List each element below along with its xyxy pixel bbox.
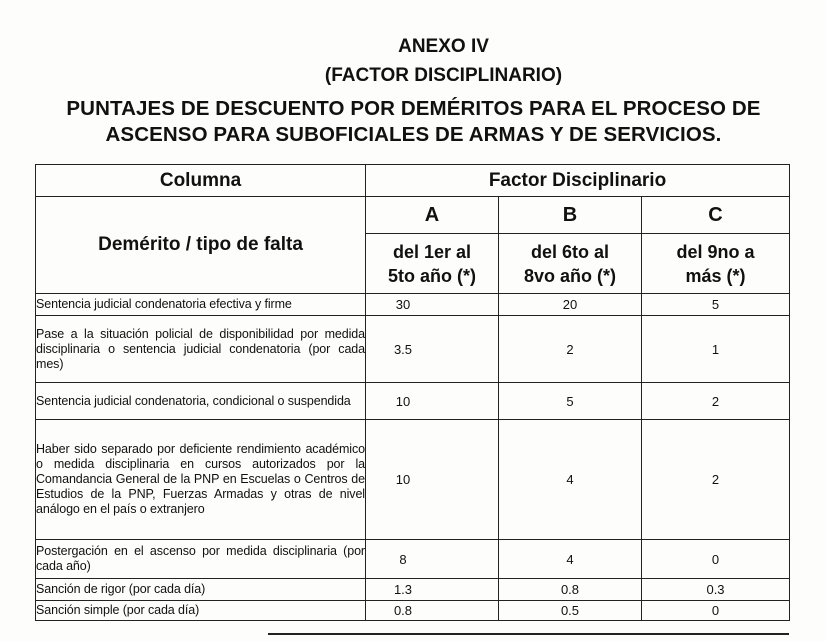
- value-c-text: 2: [711, 472, 720, 487]
- column-range-b-line-2: 8vo año (*): [523, 265, 616, 286]
- value-b: [499, 579, 642, 601]
- header-row-1: [36, 165, 790, 197]
- column-letter-a: A: [366, 197, 499, 234]
- table-row: [36, 294, 790, 316]
- value-a-text: 30: [395, 297, 411, 312]
- value-c: [642, 579, 790, 601]
- value-b-text: 4: [566, 551, 574, 567]
- value-c: [642, 420, 790, 540]
- value-c-text: 1: [711, 341, 720, 357]
- value-a-text: 10: [395, 472, 411, 487]
- table-row: [36, 383, 790, 420]
- value-c-text: 0: [711, 603, 720, 618]
- header-row-2: [36, 197, 790, 234]
- column-header: Columna: [36, 165, 366, 197]
- table-row: [36, 601, 790, 621]
- value-b-text: 5: [566, 393, 574, 409]
- table-row: [36, 420, 790, 540]
- demerit-label: Sentencia judicial condenatoria efectiva y firme: [36, 294, 366, 316]
- column-range-a-line-2: 5to año (*): [388, 265, 476, 286]
- column-range-a-line-1: del 1er al: [392, 241, 472, 262]
- table-row: [36, 579, 790, 601]
- value-a-text: 10: [395, 393, 411, 409]
- annex-title: ANEXO IV: [398, 36, 489, 57]
- value-a-text: 8: [399, 551, 407, 567]
- demerit-label: Sanción simple (por cada día): [36, 601, 366, 621]
- value-b: [499, 294, 642, 316]
- value-c: [642, 316, 790, 383]
- column-letter-c: C: [642, 197, 790, 234]
- value-c-text: 5: [711, 297, 720, 312]
- bottom-rule: [268, 633, 789, 635]
- demerit-label: Sentencia judicial condenatoria, condicional o suspendida: [36, 383, 366, 420]
- column-range-c-line-2: más (*): [685, 265, 746, 286]
- value-a-text: 0.8: [393, 603, 413, 618]
- value-c-text: 0: [711, 551, 720, 567]
- table-row: [36, 540, 790, 579]
- value-a: [366, 420, 499, 540]
- main-title-line-2: ASCENSO PARA SUBOFICIALES DE ARMAS Y DE SERVICIOS.: [105, 123, 722, 146]
- value-a-text: 3.5: [393, 341, 413, 357]
- value-a: [366, 579, 499, 601]
- factor-header: Factor Disciplinario: [366, 165, 790, 197]
- value-b: [499, 316, 642, 383]
- demerit-label: Sanción de rigor (por cada día): [36, 579, 366, 601]
- value-c: [642, 383, 790, 420]
- value-b-text: 20: [562, 297, 578, 312]
- value-b: [499, 420, 642, 540]
- value-b-text: 4: [566, 472, 574, 487]
- value-c: [642, 540, 790, 579]
- main-title-line-1: PUNTAJES DE DESCUENTO POR DEMÉRITOS PARA EL PROCESO DE: [66, 97, 761, 120]
- value-b-text: 2: [566, 341, 574, 357]
- annex-subtitle: (FACTOR DISCIPLINARIO): [324, 65, 563, 86]
- demerit-table: [35, 164, 790, 621]
- value-a: [366, 316, 499, 383]
- demerit-label: Haber sido separado por deficiente rendimiento académico o medida disciplinaria en cursos autorizados por la Comandancia General de la PNP en Escuelas o Centros de Estudios de la PNP, Fuerzas Armadas y otras de nivel análogo en el país o extranjero: [36, 420, 366, 540]
- value-b-text: 0.5: [560, 603, 580, 618]
- value-a: [366, 601, 499, 621]
- column-range-c-line-1: del 9no a: [676, 241, 755, 262]
- value-a: [366, 540, 499, 579]
- value-c-text: 0.3: [706, 582, 725, 597]
- value-c: [642, 601, 790, 621]
- value-b-text: 0.8: [560, 582, 580, 597]
- value-b: [499, 540, 642, 579]
- table-row: [36, 316, 790, 383]
- column-range-b: [499, 234, 642, 294]
- column-letter-b: B: [499, 197, 642, 234]
- column-range-b-line-1: del 6to al: [530, 241, 610, 262]
- value-a: [366, 294, 499, 316]
- value-a-text: 1.3: [393, 582, 413, 597]
- demerit-label: Pase a la situación policial de disponibilidad por medida disciplinaria o sentencia judicial condenatoria (por cada mes): [36, 316, 366, 383]
- value-b: [499, 383, 642, 420]
- column-range-a: [366, 234, 499, 294]
- value-c: [642, 294, 790, 316]
- value-b: [499, 601, 642, 621]
- value-c-text: 2: [711, 393, 720, 409]
- row-header: Demérito / tipo de falta: [36, 197, 366, 294]
- value-a: [366, 383, 499, 420]
- demerit-label: Postergación en el ascenso por medida disciplinaria (por cada año): [36, 540, 366, 579]
- column-range-c: [642, 234, 790, 294]
